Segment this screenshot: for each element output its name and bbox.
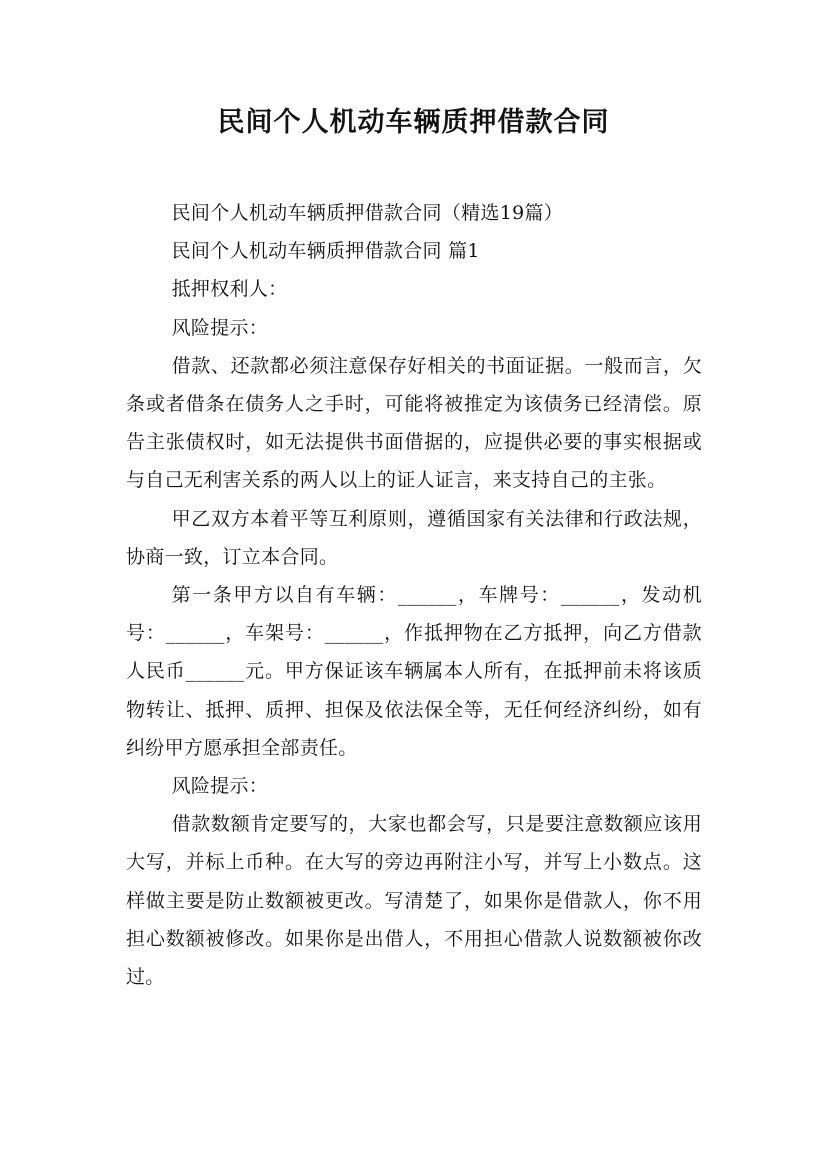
paragraph-subtitle: 民间个人机动车辆质押借款合同（精选19篇） (171, 202, 564, 224)
paragraph-principle: 甲乙双方本着平等互利原则，遵循国家有关法律和行政法规，协商一致，订立本合同。 (126, 507, 702, 568)
paragraph-section-heading: 民间个人机动车辆质押借款合同 篇1 (171, 240, 480, 263)
paragraph-article-1: 第一条甲方以自有车辆：______，车牌号：______，发动机号：______，车架号：______，作抵押物在乙方抵押，向乙方借款人民币______元。甲方保证该车辆属本人所有，在抵押前未将该质物转让、抵押、质押、担保及依法保全等，无任何经济纠纷，如有纠纷甲方愿承担全部责任。 (126, 584, 702, 759)
document-title: 民间个人机动车辆质押借款合同 (217, 107, 610, 138)
paragraph-risk-text: 借款、还款都必须注意保存好相关的书面证据。一般而言，欠条或者借条在债务人之手时，可能将被推定为该债务已经清偿。原告主张债权时，如无法提供书面借据的，应提供必要的事实根据或与自己无利害关系的两人以上的证人证言，来支持自己的主张。 (126, 354, 702, 492)
paragraph-mortgagee: 抵押权利人： (171, 278, 288, 301)
document-body (126, 194, 702, 996)
paragraph-risk-text: 借款数额肯定要写的，大家也都会写，只是要注意数额应该用大写，并标上币种。在大写的旁边再附注小写，并写上小数点。这样做主要是防止数额被更改。写清楚了，如果你是借款人，你不用担心数额被修改。如果你是出借人，不用担心借款人说数额被你改过。 (126, 813, 702, 989)
paragraph-risk-label: 风险提示： (171, 316, 269, 339)
paragraph-risk-label: 风险提示： (171, 775, 269, 798)
